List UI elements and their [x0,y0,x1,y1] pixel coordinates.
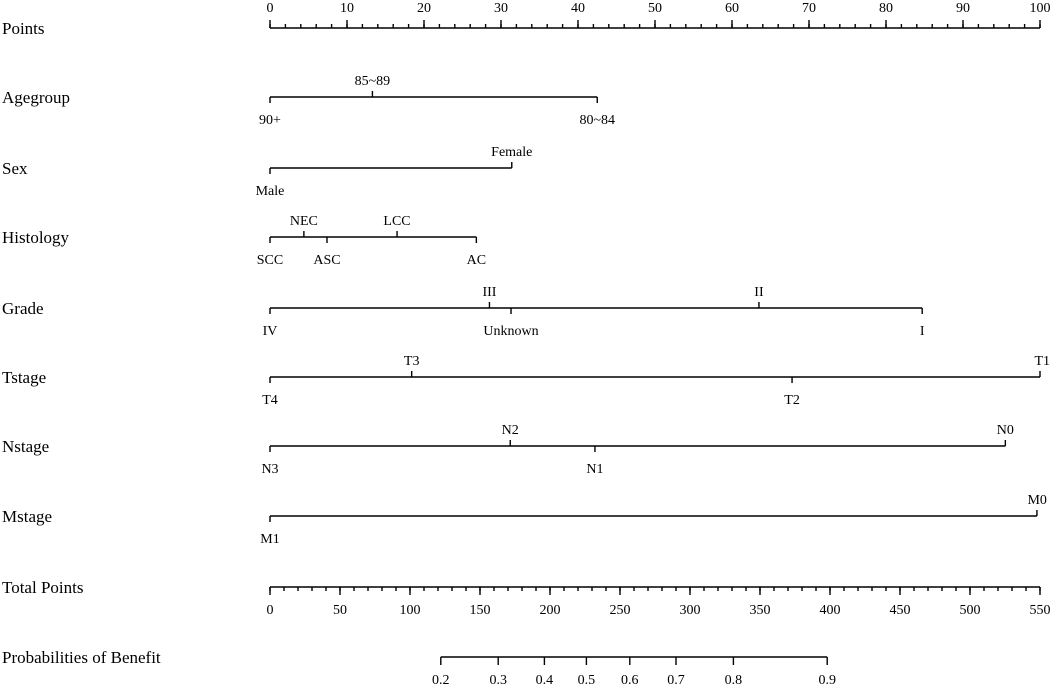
points-tick-label: 0 [266,1,274,16]
agegroup-level-label: 85~89 [354,74,391,89]
grade-level-label: IV [262,324,278,339]
nstage-level-label: N2 [501,423,519,438]
tstage-level-label: T4 [262,393,278,408]
total_points-tick-label: 200 [539,603,561,618]
probability-tick-label: 0.2 [432,673,450,685]
probability-tick-label: 0.7 [667,673,685,685]
mstage-level-label: M1 [260,532,280,547]
agegroup-level-label: 90+ [259,113,281,128]
mstage-level-label: M0 [1027,493,1047,508]
probability-tick-label: 0.6 [621,673,639,685]
points-tick-label: 90 [956,1,970,16]
probability-tick-label: 0.9 [818,673,836,685]
total_points-tick-label: 0 [266,603,274,618]
tstage-level-label: T1 [1034,354,1050,369]
points-tick-label: 10 [340,1,354,16]
total_points-tick-label: 100 [399,603,421,618]
row-label-grade: Grade [2,299,44,318]
total_points-tick-label: 500 [959,603,981,618]
nstage-level-label: N0 [996,423,1014,438]
row-label-mstage: Mstage [2,507,53,526]
histology-level-label: LCC [383,214,411,229]
row-label-probability: Probabilities of Benefit [2,648,161,667]
grade-level-label: I [919,324,925,339]
histology-level-label: SCC [256,253,284,268]
points-tick-label: 30 [494,1,508,16]
row-label-nstage: Nstage [2,437,50,456]
probability-tick-label: 0.8 [724,673,743,685]
total_points-tick-label: 350 [749,603,771,618]
points-tick-label: 50 [648,1,662,16]
total_points-tick-label: 250 [609,603,631,618]
sex-level-label: Female [491,145,533,160]
total_points-tick-label: 150 [469,603,491,618]
points-tick-label: 60 [725,1,739,16]
histology-level-label: AC [466,253,487,268]
nstage-level-label: N1 [586,462,604,477]
row-label-total_points: Total Points [2,578,84,597]
agegroup-level-label: 80~84 [579,113,616,128]
row-label-agegroup: Agegroup [2,88,70,107]
probability-tick-label: 0.4 [535,673,554,685]
points-tick-label: 40 [571,1,585,16]
tstage-level-label: T2 [784,393,800,408]
row-label-points: Points [2,19,45,38]
grade-level-label: II [754,285,764,300]
row-label-sex: Sex [2,159,28,178]
points-tick-label: 80 [879,1,893,16]
nstage-level-label: N3 [261,462,279,477]
sex-level-label: Male [255,184,285,199]
total_points-tick-label: 300 [679,603,701,618]
points-tick-label: 20 [417,1,431,16]
probability-tick-label: 0.3 [489,673,507,685]
grade-level-label: Unknown [483,324,539,339]
row-label-tstage: Tstage [2,368,47,387]
total_points-tick-label: 450 [889,603,911,618]
total_points-tick-label: 50 [333,603,347,618]
total_points-tick-label: 400 [819,603,841,618]
tstage-level-label: T3 [403,354,420,369]
points-tick-label: 70 [802,1,816,16]
points-tick-label: 100 [1029,1,1051,16]
total_points-tick-label: 550 [1029,603,1051,618]
histology-level-label: NEC [289,214,318,229]
row-label-histology: Histology [2,228,70,247]
grade-level-label: III [482,285,497,300]
probability-tick-label: 0.5 [577,673,596,685]
histology-level-label: ASC [313,253,341,268]
